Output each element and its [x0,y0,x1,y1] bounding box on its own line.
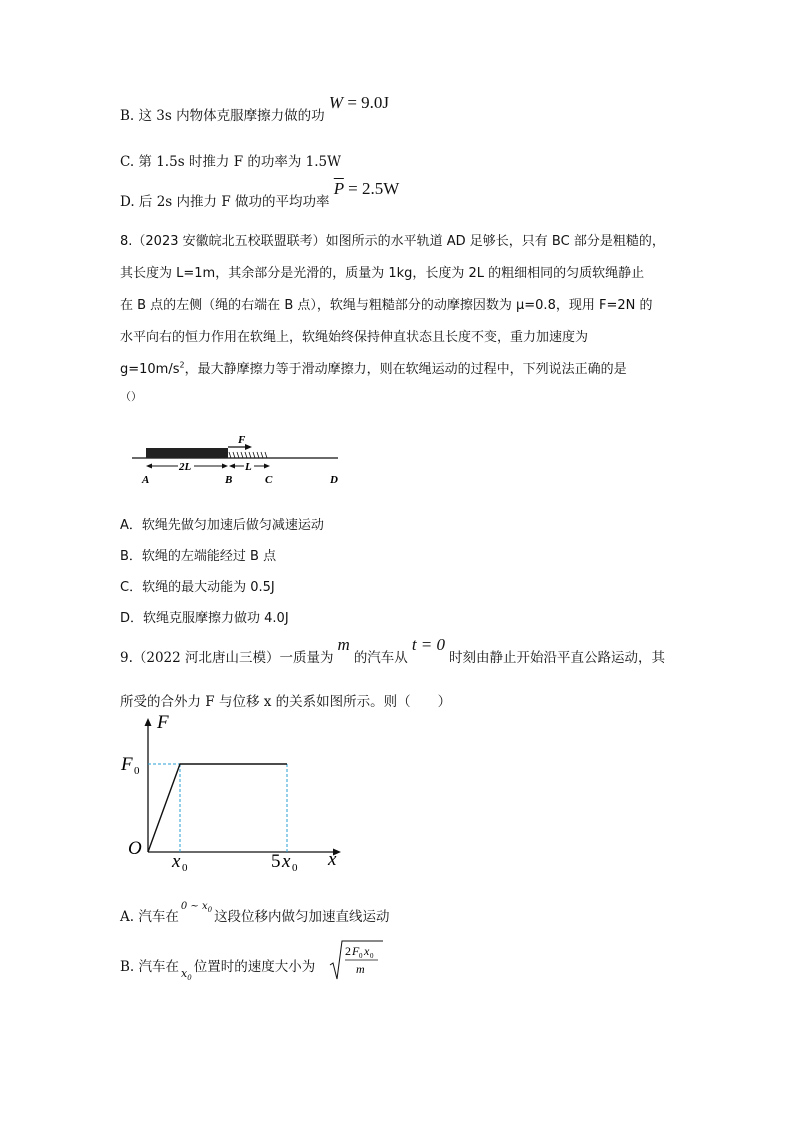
q8-dim-2l-left-arrow [146,464,152,469]
q8-rope [146,448,228,458]
q9-stem-part-3: 时刻由静止开始沿平直公路运动，其 [449,650,666,666]
svg-text:x: x [172,851,181,872]
q9-mass-symbol: m [337,635,350,654]
q9-y-axis-label: F [157,712,169,733]
q8-point-c: C [265,474,273,486]
q9-option-b-prefix: B. 汽车在 [120,959,180,975]
q9-option-b-formula [328,939,384,983]
q8-option-c: C．软绳的最大动能为 0.5J [120,580,275,595]
q8-g-exponent: 2 [179,360,185,370]
q8-stem-line-1: 8.（2023 安徽皖北五校联盟联考）如图所示的水平轨道 AD 足够长，只有 BC 部分是粗糙的， [120,234,665,249]
svg-text:0: 0 [370,952,374,960]
q8-rough-section [229,452,267,458]
q8-option-d: D．软绳克服摩擦力做功 4.0J [120,611,289,626]
q9-y-axis-arrow [145,718,152,726]
q9-option-a [120,901,390,926]
q8-stem-line-5 [120,358,627,377]
q8-point-a: A [142,474,150,486]
q8-answer-blank: （） [120,390,142,403]
q8-stem-line-5-rest: ，最大静摩擦力等于滑动摩擦力，则在软绳运动的过程中，下列说法正确的是 [184,362,627,377]
q7-option-d-text: D. 后 2s 内推力 F 做功的平均功率 [120,194,330,210]
q9-x-axis-label: x [328,849,337,870]
q9-force-curve [148,764,287,852]
q7-option-c: C. 第 1.5s 时推力 F 的功率为 1.5W [120,154,341,170]
q8-label-l: L [245,461,252,473]
svg-text:x: x [364,944,370,958]
q8-point-b: B [225,474,233,486]
q8-force-arrowhead [245,444,252,450]
q9-stem-part-2: 的汽车从 [353,650,408,666]
q9-option-b-suffix: 位置时的速度大小为 [193,959,316,975]
q8-label-force: F [238,434,246,446]
svg-text:m: m [356,962,365,976]
q8-option-a: A．软绳先做匀加速后做匀减速运动 [120,518,324,533]
q8-figure [128,430,358,490]
q8-stem-line-2: 其长度为 L=1m，其余部分是光滑的，质量为 1kg，长度为 2L 的粗细相同的匀质软绳静止 [120,266,645,281]
q9-stem-line-2: 所受的合外力 F 与位移 x 的关系如图所示。则（ ） [120,694,452,710]
q8-stem-line-3: 在 B 点的左侧（绳的右端在 B 点），软绳与粗糙部分的动摩擦因数为 μ=0.8，现用 F=2N 的 [120,298,653,313]
q9-stem-part-1: 9.（2022 河北唐山三模）一质量为 [120,650,334,666]
svg-text:0: 0 [359,952,363,960]
q9-option-a-range: 0 ~ x0 [180,901,213,914]
q9-force-graph [115,712,355,872]
q9-option-b-var: x0 [181,967,192,983]
q8-dim-l-right-arrow [264,464,270,469]
q7-option-b [120,93,390,125]
q9-time-zero: t = 0 [411,635,446,654]
q7-option-b-text: B. 这 3s 内物体克服摩擦力做的功 [120,108,325,124]
q9-tick-x0 [171,851,188,872]
svg-text:F: F [352,944,360,958]
q7-option-d-formula: $\overline{P} = 2.5W$ [333,179,400,198]
q9-stem-line-1 [120,635,666,667]
q9-option-a-suffix: 这段位移内做匀加速直线运动 [214,909,390,925]
svg-text:0: 0 [182,862,188,872]
svg-text:2: 2 [345,944,351,958]
svg-text:F: F [121,754,133,775]
q8-dim-2l-right-arrow [222,464,228,469]
q9-tick-f0 [120,754,140,777]
svg-text:0: 0 [292,862,298,872]
q8-label-2l: 2L [179,461,192,473]
q9-option-b [120,944,374,983]
q9-origin-label: O [128,838,142,859]
svg-text:5: 5 [271,851,281,872]
svg-text:x: x [282,851,291,872]
q9-tick-5x0 [271,851,298,872]
q8-g-value: g=10m/s [120,362,180,377]
q8-stem-line-4: 水平向右的恒力作用在软绳上，软绳始终保持伸直状态且长度不变，重力加速度为 [120,330,589,345]
q7-option-b-formula: W = 9.0J [328,93,390,112]
q8-option-b: B．软绳的左端能经过 B 点 [120,549,277,564]
q8-dim-l-left-arrow [229,464,235,469]
svg-text:0: 0 [134,765,140,777]
q8-point-d: D [330,474,338,486]
q9-option-a-prefix: A. 汽车在 [120,909,179,925]
q7-option-d [120,179,400,211]
